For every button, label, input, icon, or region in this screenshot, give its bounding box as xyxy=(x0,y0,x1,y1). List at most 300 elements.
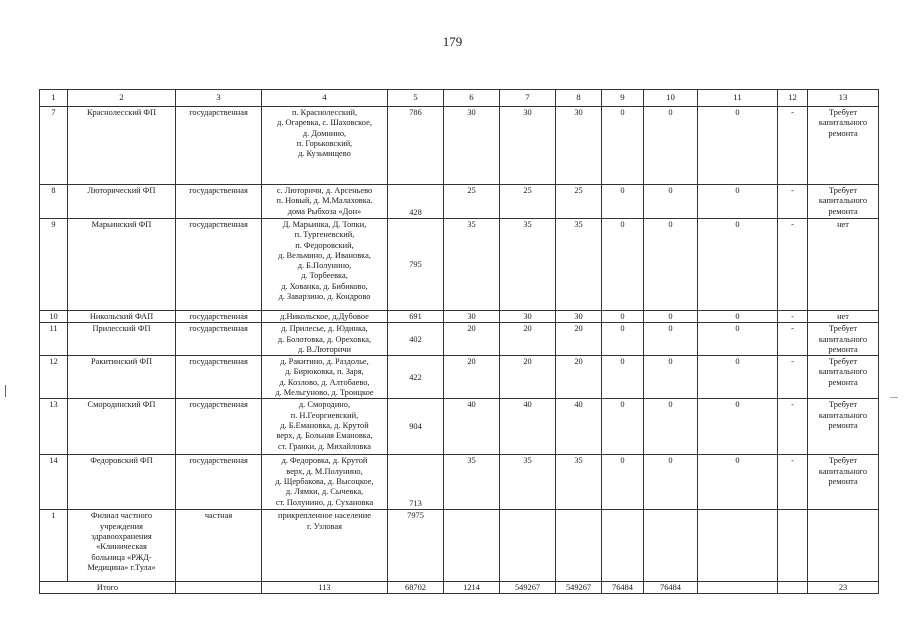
served-settlements-line: д. Ракитино, д. Раздолье, xyxy=(280,357,369,367)
served-settlements xyxy=(262,311,388,323)
col-10-line: 0 xyxy=(668,357,673,367)
col-8 xyxy=(556,311,602,323)
population-line: 402 xyxy=(409,334,422,344)
column-header: 12 xyxy=(778,90,808,107)
col-7-line: 40 xyxy=(523,400,532,410)
column-header: 1 xyxy=(40,90,68,107)
col-8-line: 20 xyxy=(574,357,583,367)
served-settlements-line: д. Мельгуново, д. Троицкое xyxy=(275,388,374,398)
served-settlements-line: д. Лямки, д. Сычевка, xyxy=(285,487,364,497)
col-10-line: 0 xyxy=(668,324,673,334)
status-line: капитального xyxy=(818,118,868,128)
col-9-line: 0 xyxy=(620,357,625,367)
col-7 xyxy=(500,107,556,185)
served-settlements-line: д. Бирюковка, п. Заря, xyxy=(285,367,364,377)
served-settlements-line: д. Болотовка, д. Ореховка, xyxy=(277,334,372,344)
col-7 xyxy=(500,323,556,356)
col-12-line: - xyxy=(791,220,794,229)
col-10 xyxy=(644,185,698,219)
status xyxy=(808,399,879,455)
col-12 xyxy=(778,399,808,455)
facility-name-line: Марьинский ФП xyxy=(91,220,152,229)
col-11 xyxy=(698,219,778,311)
col-9 xyxy=(602,323,644,356)
col-11-line: 0 xyxy=(735,312,740,321)
ownership-type-line: государственная xyxy=(189,400,248,410)
served-settlements-line: п. Тургеневский, xyxy=(294,230,355,240)
table-row xyxy=(40,510,879,582)
col-8 xyxy=(556,219,602,311)
served-settlements-line: ст. Гранки, д. Михайловка xyxy=(277,441,371,451)
col-9-line: 0 xyxy=(620,324,625,334)
col-7 xyxy=(500,455,556,510)
col-12-line: - xyxy=(791,186,794,195)
col-7 xyxy=(500,185,556,219)
total-c3 xyxy=(176,582,262,594)
col-11 xyxy=(698,107,778,185)
status-line: Требует xyxy=(828,357,858,367)
col-10 xyxy=(644,107,698,185)
ownership-type-line: частная xyxy=(204,511,233,521)
served-settlements xyxy=(262,219,388,311)
ownership-type xyxy=(176,185,262,219)
col-9-line: 0 xyxy=(620,186,625,195)
status-line: ремонта xyxy=(828,128,858,138)
row-number xyxy=(40,107,68,185)
col-7 xyxy=(500,510,556,582)
col-9-line: 0 xyxy=(620,220,625,229)
population xyxy=(388,356,444,399)
status-line: ремонта xyxy=(828,344,858,354)
served-settlements-line: п. Н.Георгиевский, xyxy=(290,410,359,420)
population-line: 691 xyxy=(409,312,422,321)
total-c6: 1214 xyxy=(444,582,500,594)
col-7-line: 30 xyxy=(523,108,532,117)
facility-name xyxy=(68,107,176,185)
facility-name-line: Смородинский ФП xyxy=(87,400,156,410)
col-12 xyxy=(778,356,808,399)
col-7-line: 30 xyxy=(523,312,532,321)
margin-dash xyxy=(890,397,898,398)
total-c7: 549267 xyxy=(500,582,556,594)
population-line: 7975 xyxy=(407,511,424,521)
col-9-line: 0 xyxy=(620,456,625,466)
status-line: ремонта xyxy=(828,420,858,430)
served-settlements-line: д. Б.Полунино, xyxy=(297,261,352,271)
served-settlements-line: д. Домнино, xyxy=(302,128,347,138)
col-10-line: 0 xyxy=(668,312,673,321)
status-line: ремонта xyxy=(828,476,858,486)
table-row xyxy=(40,185,879,219)
row-number-line: 9 xyxy=(51,220,56,229)
status-line: Требует xyxy=(828,456,858,466)
col-6 xyxy=(444,510,500,582)
col-6-line: 40 xyxy=(467,400,476,410)
col-8-line: 30 xyxy=(574,312,583,321)
col-6-line: 30 xyxy=(467,108,476,117)
column-header: 9 xyxy=(602,90,644,107)
total-c5: 68702 xyxy=(388,582,444,594)
col-10 xyxy=(644,399,698,455)
column-header: 7 xyxy=(500,90,556,107)
served-settlements xyxy=(262,510,388,582)
col-8-line: 20 xyxy=(574,324,583,334)
ownership-type xyxy=(176,510,262,582)
row-number xyxy=(40,311,68,323)
total-c10: 76484 xyxy=(644,582,698,594)
row-number xyxy=(40,219,68,311)
facility-name-line: Федоровский ФП xyxy=(90,456,153,466)
col-8-line: 30 xyxy=(574,108,583,117)
status xyxy=(808,185,879,219)
col-12 xyxy=(778,510,808,582)
served-settlements-line: д. В.Люторичи xyxy=(297,344,352,354)
population xyxy=(388,399,444,455)
population xyxy=(388,311,444,323)
col-12-line: - xyxy=(791,357,794,367)
ownership-type-line: государственная xyxy=(189,456,248,466)
col-9 xyxy=(602,311,644,323)
facilities-table xyxy=(39,89,879,594)
col-11 xyxy=(698,455,778,510)
ownership-type xyxy=(176,311,262,323)
col-8-line: 35 xyxy=(574,456,583,466)
table-header-row xyxy=(40,90,879,107)
col-7 xyxy=(500,219,556,311)
status-line: Требует xyxy=(828,186,858,195)
col-10 xyxy=(644,323,698,356)
col-7 xyxy=(500,311,556,323)
status-line: Требует xyxy=(828,108,858,117)
col-6-line: 35 xyxy=(467,456,476,466)
status-line: капитального xyxy=(818,410,868,420)
served-settlements xyxy=(262,399,388,455)
col-10 xyxy=(644,510,698,582)
status-line: капитального xyxy=(818,466,868,476)
col-8 xyxy=(556,510,602,582)
col-8-line: 40 xyxy=(574,400,583,410)
col-12 xyxy=(778,323,808,356)
col-6 xyxy=(444,323,500,356)
status xyxy=(808,356,879,399)
col-10-line: 0 xyxy=(668,456,673,466)
col-12 xyxy=(778,107,808,185)
served-settlements-line: д. Вельмино, д. Ивановка, xyxy=(278,250,371,260)
population-line: 795 xyxy=(409,259,422,269)
total-c9: 76484 xyxy=(602,582,644,594)
col-12-line: - xyxy=(791,312,794,321)
col-9-line: 0 xyxy=(620,312,625,321)
served-settlements-line: п. Федоровский, xyxy=(295,240,354,250)
status xyxy=(808,455,879,510)
col-11-line: 0 xyxy=(735,186,740,195)
column-header: 3 xyxy=(176,90,262,107)
col-6 xyxy=(444,356,500,399)
total-c13: 23 xyxy=(808,582,879,594)
ownership-type-line: государственная xyxy=(189,357,248,367)
row-number xyxy=(40,356,68,399)
row-number-line: 14 xyxy=(49,456,58,466)
col-7 xyxy=(500,399,556,455)
facility-name-line: больница «РЖД- xyxy=(91,552,152,562)
served-settlements-line: верх, д. М.Полунино, xyxy=(286,466,363,476)
population-line: 428 xyxy=(409,207,422,217)
table-row xyxy=(40,311,879,323)
served-settlements-line: д. Федоровка, д. Крутой xyxy=(281,456,368,466)
status-line: Требует xyxy=(828,324,858,334)
status-line: капитального xyxy=(818,367,868,377)
table-row xyxy=(40,219,879,311)
col-8 xyxy=(556,323,602,356)
col-9 xyxy=(602,510,644,582)
row-number-line: 10 xyxy=(49,312,58,321)
col-7-line: 25 xyxy=(523,186,532,195)
col-11 xyxy=(698,323,778,356)
col-8-line: 25 xyxy=(574,186,583,195)
facility-name-line: Краснолесский ФП xyxy=(86,108,157,117)
col-6-line: 20 xyxy=(467,357,476,367)
ownership-type xyxy=(176,323,262,356)
facility-name-line: Филиал частного xyxy=(90,511,153,521)
row-number-line: 7 xyxy=(51,108,56,117)
col-6-line: 25 xyxy=(467,186,476,195)
served-settlements-line: прикрепленное население xyxy=(278,511,371,521)
served-settlements xyxy=(262,107,388,185)
col-10 xyxy=(644,219,698,311)
status-line: ремонта xyxy=(828,206,858,216)
col-12 xyxy=(778,455,808,510)
col-6 xyxy=(444,311,500,323)
col-9 xyxy=(602,185,644,219)
col-8 xyxy=(556,185,602,219)
served-settlements-line: дома Рыбхоза «Дон» xyxy=(287,206,362,216)
column-header: 10 xyxy=(644,90,698,107)
served-settlements-line: д. Прилесье, д. Юдинка, xyxy=(281,324,368,334)
ownership-type xyxy=(176,455,262,510)
status xyxy=(808,510,879,582)
row-number xyxy=(40,455,68,510)
row-number-line: 11 xyxy=(49,324,58,334)
col-7-line: 20 xyxy=(523,324,532,334)
served-settlements-line: д.Никольское, д.Дубовое xyxy=(280,312,369,321)
population-line: 422 xyxy=(409,372,422,382)
table-row xyxy=(40,107,879,185)
status-line: нет xyxy=(837,220,849,229)
facility-name-line: Ракитинский ФП xyxy=(90,357,153,367)
col-11 xyxy=(698,311,778,323)
ownership-type xyxy=(176,219,262,311)
population xyxy=(388,185,444,219)
col-12-line: - xyxy=(791,400,794,410)
row-number-line: 12 xyxy=(49,357,58,367)
col-10-line: 0 xyxy=(668,400,673,410)
status-line: капитального xyxy=(818,334,868,344)
column-header: 13 xyxy=(808,90,879,107)
page-number: 179 xyxy=(442,34,463,49)
facility-name xyxy=(68,399,176,455)
served-settlements-line: д. Кузьмищево xyxy=(298,149,351,159)
served-settlements-line: п. Горьковский, xyxy=(296,138,353,148)
facility-name-line: Прилесский ФП xyxy=(92,324,151,334)
col-7-line: 35 xyxy=(523,220,532,229)
served-settlements-line: д. Козлово, д. Алтобаево, xyxy=(279,377,370,387)
table-row xyxy=(40,356,879,399)
column-header: 5 xyxy=(388,90,444,107)
facility-name xyxy=(68,510,176,582)
population-line: 786 xyxy=(409,108,422,117)
column-header: 4 xyxy=(262,90,388,107)
ownership-type-line: государственная xyxy=(189,108,248,117)
col-6 xyxy=(444,185,500,219)
col-6-line: 30 xyxy=(467,312,476,321)
column-header: 2 xyxy=(68,90,176,107)
facility-name xyxy=(68,219,176,311)
col-12 xyxy=(778,185,808,219)
col-11-line: 0 xyxy=(735,324,740,334)
col-8 xyxy=(556,107,602,185)
row-number-line: 8 xyxy=(51,186,56,195)
col-12 xyxy=(778,219,808,311)
total-row xyxy=(40,582,879,594)
col-6 xyxy=(444,219,500,311)
facility-name xyxy=(68,323,176,356)
col-10 xyxy=(644,311,698,323)
col-11-line: 0 xyxy=(735,108,740,117)
population xyxy=(388,107,444,185)
ownership-type xyxy=(176,107,262,185)
population xyxy=(388,323,444,356)
served-settlements-line: Д. Марьинка, Д. Топки, xyxy=(282,220,367,229)
served-settlements-line: верх, д. Больная Емановка, xyxy=(276,431,373,441)
col-9 xyxy=(602,219,644,311)
ownership-type-line: государственная xyxy=(189,312,248,321)
ownership-type xyxy=(176,356,262,399)
col-9 xyxy=(602,107,644,185)
status xyxy=(808,323,879,356)
status xyxy=(808,219,879,311)
population xyxy=(388,510,444,582)
table-row xyxy=(40,399,879,455)
column-header: 11 xyxy=(698,90,778,107)
col-11 xyxy=(698,356,778,399)
col-8 xyxy=(556,356,602,399)
col-8-line: 35 xyxy=(574,220,583,229)
col-7-line: 20 xyxy=(523,357,532,367)
status-line: нет xyxy=(837,312,849,321)
served-settlements xyxy=(262,323,388,356)
ownership-type-line: государственная xyxy=(189,324,248,334)
status-line: ремонта xyxy=(828,377,858,387)
population-line: 904 xyxy=(409,422,422,432)
col-12-line: - xyxy=(791,456,794,466)
col-9-line: 0 xyxy=(620,108,625,117)
facility-name-line: Никольский ФАП xyxy=(89,312,154,321)
served-settlements xyxy=(262,356,388,399)
population xyxy=(388,455,444,510)
served-settlements-line: п. Краснолесский, xyxy=(291,108,358,117)
facility-name-line: «Клиническая xyxy=(96,542,147,552)
col-7 xyxy=(500,356,556,399)
row-number-line: 13 xyxy=(49,400,58,410)
col-6 xyxy=(444,399,500,455)
total-label: Итого xyxy=(40,582,176,594)
status-line: капитального xyxy=(818,196,868,206)
served-settlements-line: д. Заварзино, д. Кондрово xyxy=(278,292,371,302)
served-settlements xyxy=(262,455,388,510)
population-line: 713 xyxy=(409,499,422,509)
served-settlements-line: д. Хованка, д. Бибиково, xyxy=(281,281,368,291)
col-10-line: 0 xyxy=(668,186,673,195)
ownership-type-line: государственная xyxy=(189,220,248,229)
facility-name-line: Медицина» г.Тула» xyxy=(87,562,156,572)
col-11 xyxy=(698,510,778,582)
table-row xyxy=(40,455,879,510)
row-number xyxy=(40,510,68,582)
col-11-line: 0 xyxy=(735,220,740,229)
table-row xyxy=(40,323,879,356)
facility-name-line: учреждения xyxy=(100,521,143,531)
col-6-line: 20 xyxy=(467,324,476,334)
column-header: 8 xyxy=(556,90,602,107)
facility-name-line: Люторический ФП xyxy=(87,186,156,195)
col-10 xyxy=(644,356,698,399)
row-number xyxy=(40,323,68,356)
col-12-line: - xyxy=(791,108,794,117)
total-c4: 113 xyxy=(262,582,388,594)
status xyxy=(808,311,879,323)
ownership-type xyxy=(176,399,262,455)
facility-name xyxy=(68,311,176,323)
served-settlements xyxy=(262,185,388,219)
served-settlements-line: с. Люторичи, д. Арсеньево xyxy=(276,186,373,195)
facility-name-line: здравоохранения xyxy=(91,531,152,541)
served-settlements-line: г. Узловая xyxy=(307,521,342,531)
served-settlements-line: ст. Полунино, д. Сухановка xyxy=(275,497,374,507)
served-settlements-line: д. Щербакова, д. Высоцкое, xyxy=(275,476,374,486)
col-7-line: 35 xyxy=(523,456,532,466)
ownership-type-line: государственная xyxy=(189,186,248,195)
col-11-line: 0 xyxy=(735,357,740,367)
col-12-line: - xyxy=(791,324,794,334)
col-10-line: 0 xyxy=(668,220,673,229)
status xyxy=(808,107,879,185)
col-10-line: 0 xyxy=(668,108,673,117)
col-10 xyxy=(644,455,698,510)
col-11-line: 0 xyxy=(735,400,740,410)
col-8 xyxy=(556,399,602,455)
col-9 xyxy=(602,399,644,455)
col-11 xyxy=(698,185,778,219)
facility-name xyxy=(68,185,176,219)
row-number-line: 1 xyxy=(51,511,56,521)
col-12 xyxy=(778,311,808,323)
col-9 xyxy=(602,356,644,399)
served-settlements-line: д. Б.Емановка, д. Крутой xyxy=(280,420,369,430)
col-6-line: 35 xyxy=(467,220,476,229)
row-number xyxy=(40,185,68,219)
row-number xyxy=(40,399,68,455)
served-settlements-line: п. Новый, д. М.Малаховка. xyxy=(276,196,373,206)
served-settlements-line: д. Огаревка, с. Шаховское, xyxy=(277,118,372,128)
status-line: Требует xyxy=(828,400,858,410)
margin-mark xyxy=(5,385,6,397)
facility-name xyxy=(68,356,176,399)
col-8 xyxy=(556,455,602,510)
col-6 xyxy=(444,455,500,510)
col-6 xyxy=(444,107,500,185)
col-11-line: 0 xyxy=(735,456,740,466)
served-settlements-line: д. Торбеевка, xyxy=(301,271,348,281)
